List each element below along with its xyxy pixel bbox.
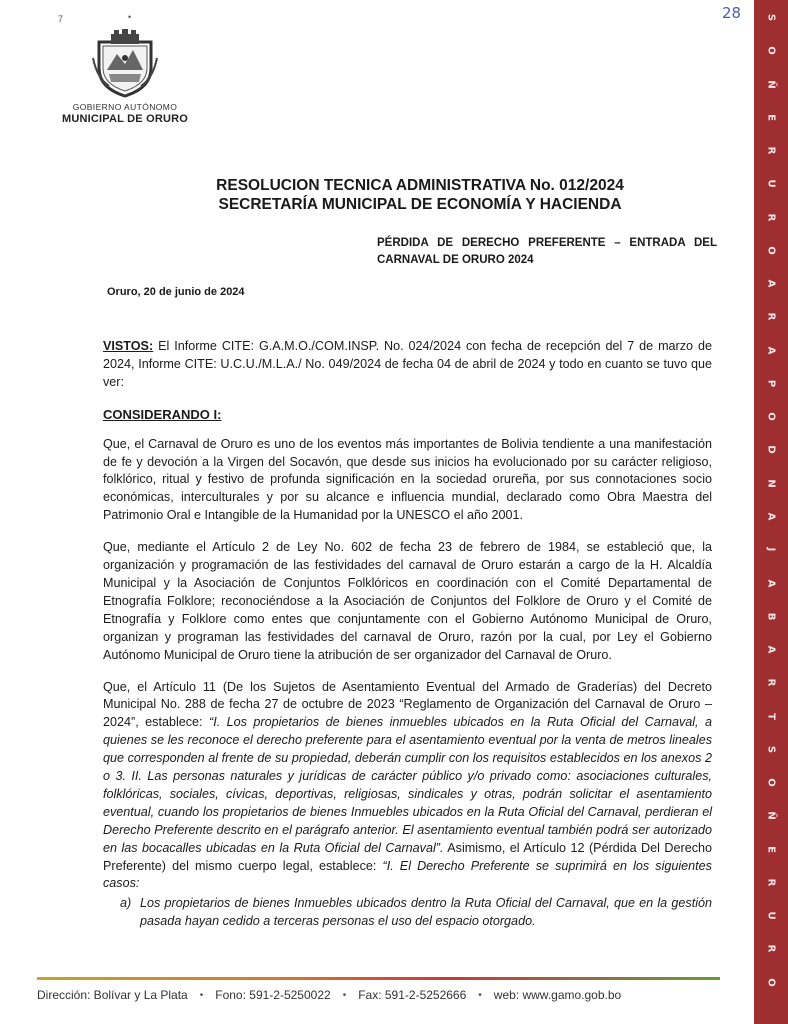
side-slogan-letter: E [765,113,777,121]
stray-mark: 7 [58,14,64,24]
considerando-paragraph-3 [103,679,712,894]
logo-text-line1: GOBIERNO AUTÓNOMO [72,102,178,112]
footer-separator: • [199,989,204,1001]
side-slogan-letter: R [765,945,777,953]
footer-divider [37,977,720,980]
vistos-label: VISTOS: [103,339,154,353]
side-slogan-letter: R [765,313,777,321]
considerando-paragraph-1: Que, el Carnaval de Oruro es uno de los eventos más importantes de Bolivia tendiente a una manifestación de fe y devoción a la Virgen del Socavón, que desde sus inicios ha evolucionado por su carácter religioso, folklórico, ritual y festivo de profunda significación en la sociedad orureña, por sus connotaciones socio económicas, interculturales y por su alcance e influencia mundial, declarado como Obra Maestra del Patrimonio Oral e Intangible de la Humanidad por la UNESCO el año 2001. [103,436,712,523]
document-title: RESOLUCION TECNICA ADMINISTRATIVA No. 012/2024 [216,177,624,194]
side-slogan-letter: A [765,512,777,521]
footer-website: web: www.gamo.gob.bo [493,988,622,1002]
side-slogan-letter: R [765,878,777,887]
logo-text-line2: MUNICIPAL DE ORURO [61,113,189,125]
footer-separator: • [342,989,347,1001]
side-slogan-letter: O [765,412,777,421]
coat-of-arms-icon [89,28,161,100]
side-slogan-letter: O [765,977,777,987]
side-slogan-letter: E [765,845,777,853]
side-slogan-band [754,0,788,1024]
side-slogan-letter: U [765,911,777,920]
side-slogan-letter: J [765,547,777,552]
handwritten-page-number: 28 [722,4,742,22]
article-11-quote: “I. Los propietarios de bienes inmuebles ubicados en la Ruta Oficial del Carnaval, a quienes se les reconoce el derecho preferente para el asentamiento eventual por la venta de metros lineales que corresponden al frente de su propiedad, deberán cumplir con los requisitos establecidos en los anexos 2 o 3. II. Las personas naturales y jurídicas de carácter público y/o privado como: asociaciones culturales, folklóricas, sociales, cívicas, deportivas, religiosas, sindicales y otras, podrán solicitar el asentamiento eventual, cuando los propietarios de bienes Inmuebles ubicados en la Ruta Oficial del Carnaval, perdieran el Derecho Preferente descrito en el parágrafo anterior. El asentamiento eventual también podrá ser autorizado en las bocacalles ubicadas en la Ruta Oficial del Carnaval”. [103,715,712,855]
document-body [103,338,712,931]
vistos-text: El Informe CITE: G.A.M.O./COM.INSP. No. 024/2024 con fecha de recepción del 7 de marzo de 2024, Informe CITE: U.C.U./M.L.A./ No. 049/2024 de fecha 04 de abril de 2024 y todo en cuanto se tuvo que ver: [103,339,712,389]
side-slogan-letter: O [765,46,777,56]
footer-address: Dirección: Bolívar y La Plata [37,988,188,1002]
list-item-text: Los propietarios de bienes Inmuebles ubicados dentro la Ruta Oficial del Carnaval, que en la gestión pasada hayan cedido a terceras personas el uso del espacio otorgado. [140,896,712,929]
side-slogan-letter: S [765,13,777,22]
stray-dot: • [128,12,132,22]
side-slogan-letter: Ñ [765,811,777,821]
side-slogan-letter: A [765,346,777,355]
side-slogan-letter: O [765,778,777,787]
side-slogan-letter: S [765,745,777,753]
side-slogan-letters [754,0,788,1024]
place-date: Oruro, 20 de junio de 2024 [107,286,245,298]
side-slogan-letter: T [765,712,777,720]
side-slogan-letter: D [765,445,777,455]
document-subtitle: SECRETARÍA MUNICIPAL DE ECONOMÍA Y HACIENDA [218,196,622,213]
list-marker: a) [120,896,132,911]
list-item [120,895,712,931]
article-12-quote: “I. El Derecho Preferente se suprimirá en los siguientes casos: [103,858,712,891]
vistos-paragraph [103,338,712,392]
considerando-heading: CONSIDERANDO I: [103,406,222,422]
side-slogan-letter: N [765,479,777,488]
resolution-subject: PÉRDIDA DE DERECHO PREFERENTE – ENTRADA DEL CARNAVAL DE ORURO 2024 [377,237,717,266]
side-slogan-letter: R [765,213,777,221]
municipal-logo [60,28,190,125]
footer [37,988,720,1002]
side-slogan-letter: O [765,246,777,255]
considerando-paragraph-2: Que, mediante el Artículo 2 de Ley No. 602 de fecha 23 de febrero de 1984, se estableció que, la organización y programación de las festividades del carnaval de Oruro estarán a cargo de la H. Alcaldía Municipal y la Asociación de Conjuntos Folklóricos en coordinación con el Comité Departamental de Etnografía Folklore; reconociéndose a la Asociación de Conjuntos del Folklore de Oruro y el Comité de Etnografía y Folklore como entes que conjuntamente con el Gobierno Autónomo Municipal de Oruro, organizan y programan las festividades del carnaval de Oruro, razón por la cual, por Ley el Gobierno Autónomo Municipal de Oruro tiene la atribución de ser organizador del Carnaval de Oruro. [103,540,712,662]
footer-fax: Fax: 591-2-5252666 [358,988,467,1002]
paragraph-3-intro: Que, el Artículo 11 (De los Sujetos de Asentamiento Eventual del Armado de Graderías) del Decreto Municipal No. 288 de fecha 27 de octubre de 2023 “Reglamento de Organización del Carnaval de Oruro – 2024”, establece: [103,679,712,730]
side-slogan-letter: R [765,146,777,155]
side-slogan-letter: P [765,379,777,388]
side-slogan-letter: A [765,279,777,288]
side-slogan-letter: B [765,612,777,621]
paragraph-3-middle: Asimismo, el Artículo 12 (Pérdida Del Derecho Preferente) del mismo cuerpo legal, establece: [103,840,712,873]
side-slogan-letter: Ñ [765,79,777,89]
footer-phone: Fono: 591-2-5250022 [215,988,331,1002]
side-slogan-letter: R [765,678,777,687]
side-slogan-letter: A [765,579,777,587]
side-slogan-letter: U [765,179,777,188]
footer-separator: • [478,989,482,1001]
side-slogan-letter: A [765,645,777,654]
